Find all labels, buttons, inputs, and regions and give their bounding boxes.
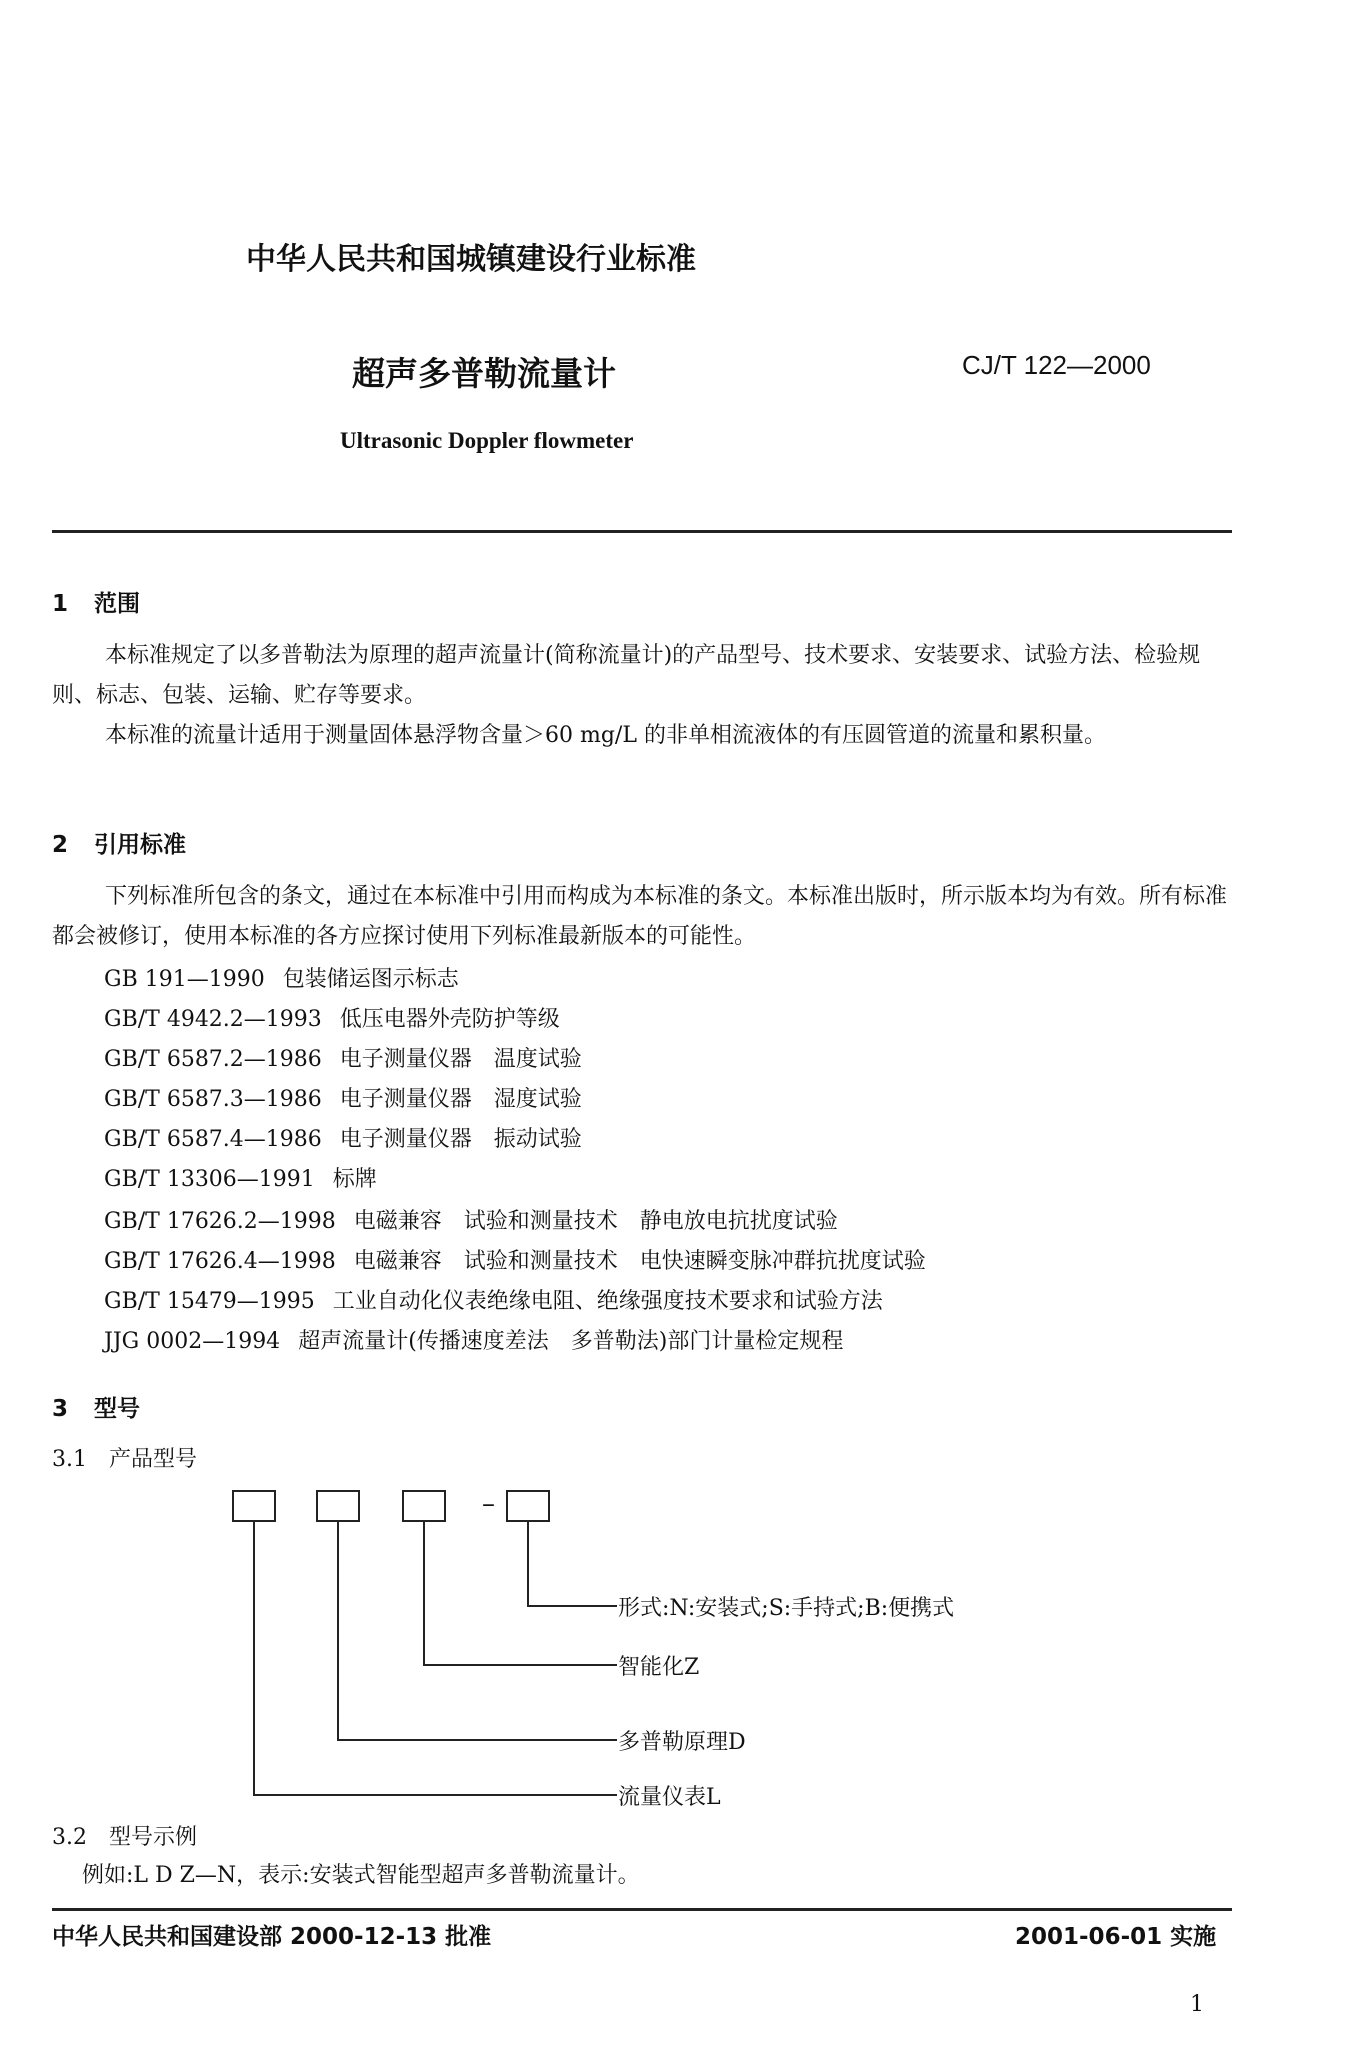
- model-code-box-2: [316, 1490, 360, 1522]
- section-2-intro: 下列标准所包含的条文，通过在本标准中引用而构成为本标准的条文。本标准出版时，所示版本均为有效。所有标准都会被修订，使用本标准的各方应探讨使用下列标准最新版本的可能性。: [52, 884, 1228, 949]
- section-number: 2: [52, 832, 69, 858]
- subsection-title: 产品型号: [109, 1447, 198, 1472]
- subsection-number: 3.1: [52, 1447, 87, 1472]
- reference-item: [104, 1204, 838, 1235]
- reference-code: GB/T 6587.2—1986: [104, 1047, 322, 1072]
- section-1-heading: [52, 585, 140, 618]
- model-code-box-3: [402, 1490, 446, 1522]
- reference-title: 低压电器外壳防护等级: [339, 1007, 560, 1032]
- approval-date: 中华人民共和国建设部 2000-12-13 批准: [52, 1924, 492, 1950]
- effective-date: 2001-06-01 实施: [1015, 1924, 1217, 1950]
- model-example: 例如:L D Z—N，表示:安装式智能型超声多普勒流量计。: [82, 1863, 640, 1888]
- reference-item: [104, 1042, 582, 1073]
- reference-item: [104, 1162, 377, 1193]
- model-code-label-flowmeter: 流量仪表L: [618, 1785, 721, 1810]
- section-number: 1: [52, 591, 69, 617]
- reference-code: GB/T 6587.4—1986: [104, 1127, 322, 1152]
- reference-title: 标牌: [332, 1167, 377, 1192]
- reference-title: 电子测量仪器 湿度试验: [339, 1087, 582, 1112]
- connector-line: [423, 1522, 425, 1666]
- doc-code: CJ/T 122—2000: [962, 350, 1151, 380]
- reference-code: GB/T 4942.2—1993: [104, 1007, 322, 1032]
- reference-item: [104, 1284, 883, 1315]
- doc-title-en: Ultrasonic Doppler flowmeter: [340, 428, 634, 453]
- connector-line: [527, 1522, 529, 1607]
- model-code-label-form: 形式:N:安装式;S:手持式;B:便携式: [618, 1596, 955, 1621]
- reference-title: 包装储运图示标志: [282, 967, 459, 992]
- reference-code: JJG 0002—1994: [104, 1329, 281, 1354]
- subsection-title: 型号示例: [109, 1825, 198, 1850]
- reference-item: [104, 962, 459, 993]
- reference-item: [104, 1002, 560, 1033]
- header-rule: [52, 530, 1232, 533]
- connector-line: [337, 1522, 339, 1741]
- reference-code: GB/T 17626.4—1998: [104, 1249, 336, 1274]
- reference-title: 电子测量仪器 振动试验: [339, 1127, 582, 1152]
- model-code-box-4: [506, 1490, 550, 1522]
- subsection-number: 3.2: [52, 1825, 87, 1850]
- footer-rule: [52, 1908, 1232, 1911]
- connector-line: [253, 1522, 255, 1796]
- subsection-3-1-heading: [52, 1440, 197, 1480]
- section-number: 3: [52, 1396, 69, 1422]
- subsection-3-2-heading: [52, 1818, 197, 1858]
- reference-title: 电磁兼容 试验和测量技术 电快速瞬变脉冲群抗扰度试验: [353, 1249, 926, 1274]
- model-code-label-intelligent: 智能化Z: [618, 1655, 700, 1680]
- section-1-para-2: 本标准的流量计适用于测量固体悬浮物含量＞60 mg/L 的非单相流液体的有压圆管道的流量和累积量。: [105, 723, 1106, 748]
- model-code-box-1: [232, 1490, 276, 1522]
- section-2-heading: [52, 826, 186, 859]
- connector-line: [527, 1605, 617, 1607]
- reference-title: 电子测量仪器 温度试验: [339, 1047, 582, 1072]
- page-number: 1: [1190, 1992, 1204, 2017]
- reference-title: 电磁兼容 试验和测量技术 静电放电抗扰度试验: [353, 1209, 838, 1234]
- connector-line: [253, 1794, 617, 1796]
- doc-title: 超声多普勒流量计: [352, 354, 616, 393]
- reference-code: GB/T 6587.3—1986: [104, 1087, 322, 1112]
- connector-line: [423, 1664, 617, 1666]
- reference-code: GB/T 17626.2—1998: [104, 1209, 336, 1234]
- reference-item: [104, 1082, 582, 1113]
- reference-item: [104, 1122, 582, 1153]
- reference-code: GB/T 13306—1991: [104, 1167, 315, 1192]
- reference-title: 超声流量计(传播速度差法 多普勒法)部门计量检定规程: [298, 1329, 844, 1354]
- reference-title: 工业自动化仪表绝缘电阻、绝缘强度技术要求和试验方法: [332, 1289, 883, 1314]
- model-code-label-doppler: 多普勒原理D: [618, 1730, 746, 1755]
- org-title: 中华人民共和国城镇建设行业标准: [246, 242, 696, 277]
- model-code-dash: –: [482, 1489, 495, 1519]
- reference-code: GB 191—1990: [104, 967, 265, 992]
- section-title: 范围: [94, 591, 141, 617]
- section-3-heading: [52, 1390, 140, 1423]
- reference-code: GB/T 15479—1995: [104, 1289, 315, 1314]
- reference-item: [104, 1244, 926, 1275]
- reference-item: [104, 1324, 843, 1355]
- section-title: 引用标准: [94, 832, 187, 858]
- section-title: 型号: [94, 1396, 141, 1422]
- section-1-para-1: 本标准规定了以多普勒法为原理的超声流量计(简称流量计)的产品型号、技术要求、安装要求、试验方法、检验规则、标志、包装、运输、贮存等要求。: [52, 643, 1201, 708]
- connector-line: [337, 1739, 617, 1741]
